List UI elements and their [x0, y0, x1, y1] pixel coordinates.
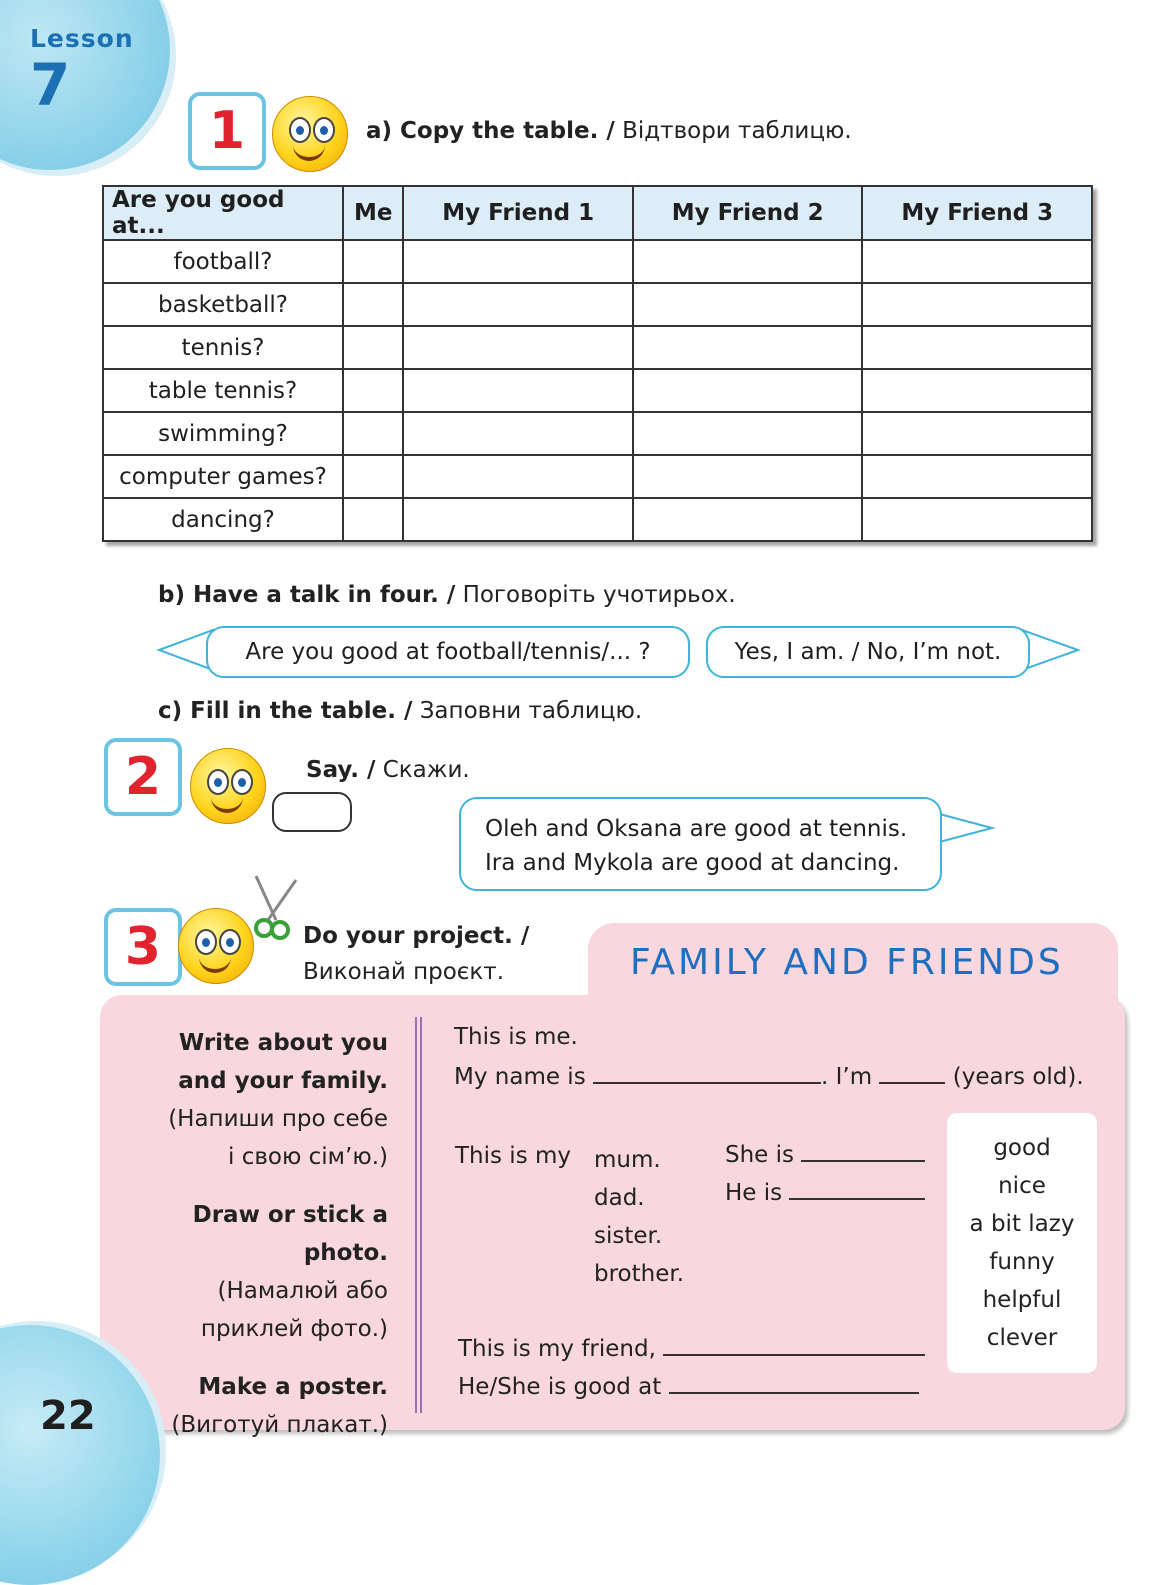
- she-blank[interactable]: [801, 1140, 925, 1162]
- table-cell[interactable]: [403, 369, 633, 412]
- step-text: Write about you: [178, 1030, 388, 1056]
- table-cell[interactable]: [403, 326, 633, 369]
- row-label: computer games?: [103, 455, 343, 498]
- table-row: [103, 498, 1092, 541]
- list-item: sister.: [594, 1223, 663, 1249]
- table-row: [103, 412, 1092, 455]
- task-2-instruction: Say. / Скажи.: [306, 757, 470, 783]
- table-header: My Friend 1: [403, 186, 633, 240]
- name-line: My name is . I’m (years old).: [454, 1064, 1084, 1090]
- table-header: Are you good at...: [103, 186, 343, 240]
- table-row: [103, 283, 1092, 326]
- table-cell[interactable]: [633, 283, 863, 326]
- project-title: FAMILY AND FRIENDS: [630, 942, 1064, 983]
- table-cell[interactable]: [633, 412, 863, 455]
- table-row: [103, 369, 1092, 412]
- question-bubble: Are you good at football/tennis/... ?: [206, 626, 690, 678]
- table-header: Me: [343, 186, 403, 240]
- task-1c-instruction: c) Fill in the table. / Заповни таблицю.: [158, 698, 643, 724]
- example-line: Ira and Mykola are good at dancing.: [485, 850, 900, 876]
- table-cell[interactable]: [633, 498, 863, 541]
- step-translation: (Виготуй плакат.): [171, 1412, 388, 1438]
- table-cell[interactable]: [633, 455, 863, 498]
- table-cell[interactable]: [862, 412, 1092, 455]
- page-number: 22: [40, 1393, 96, 1439]
- word-item: good: [993, 1135, 1051, 1161]
- table-cell[interactable]: [403, 412, 633, 455]
- good-at-line: He/She is good at: [458, 1372, 919, 1400]
- table-cell[interactable]: [403, 455, 633, 498]
- task-2-number: 2: [104, 738, 182, 816]
- she-is-line: She is: [725, 1140, 925, 1168]
- table-cell[interactable]: [343, 455, 403, 498]
- table-cell[interactable]: [403, 283, 633, 326]
- survey-table: [102, 185, 1093, 542]
- project-steps: [112, 1024, 388, 1444]
- row-label: basketball?: [103, 283, 343, 326]
- task-3-instruction: Do your project. / Виконай проєкт.: [303, 923, 530, 985]
- row-label: football?: [103, 240, 343, 283]
- table-cell[interactable]: [862, 455, 1092, 498]
- list-item: dad.: [594, 1185, 645, 1211]
- table-cell[interactable]: [633, 326, 863, 369]
- table-header: My Friend 2: [633, 186, 863, 240]
- family-members-list: [594, 1141, 684, 1293]
- he-blank[interactable]: [789, 1178, 925, 1200]
- friend-blank[interactable]: [663, 1334, 925, 1356]
- step-text: Draw or stick a photo.: [192, 1202, 388, 1266]
- table-cell[interactable]: [633, 240, 863, 283]
- task-1a-instruction: a) Copy the table. / Відтвори таблицю.: [366, 118, 852, 144]
- row-label: dancing?: [103, 498, 343, 541]
- age-blank[interactable]: [879, 1062, 945, 1084]
- smiley-icon: [190, 748, 266, 824]
- table-cell[interactable]: [343, 498, 403, 541]
- table-cell[interactable]: [862, 283, 1092, 326]
- table-row: [103, 240, 1092, 283]
- this-is-my-text: This is my: [455, 1143, 572, 1169]
- he-is-line: He is: [725, 1178, 925, 1206]
- step-text: Make a poster.: [198, 1374, 388, 1400]
- table-cell[interactable]: [343, 240, 403, 283]
- lesson-number: 7: [30, 51, 71, 119]
- row-label: table tennis?: [103, 369, 343, 412]
- step-translation: приклей фото.): [200, 1316, 388, 1342]
- task-1-number: 1: [188, 92, 266, 170]
- table-row: [103, 326, 1092, 369]
- list-item: brother.: [594, 1261, 685, 1287]
- table-cell[interactable]: [343, 369, 403, 412]
- speech-bubble-icon: [272, 792, 352, 832]
- scissors-icon: [246, 872, 302, 944]
- table-cell[interactable]: [403, 240, 633, 283]
- word-item: a bit lazy: [969, 1211, 1075, 1237]
- table-cell[interactable]: [862, 369, 1092, 412]
- name-blank[interactable]: [593, 1062, 821, 1084]
- word-item: funny: [989, 1249, 1055, 1275]
- step-translation: і свою сім’ю.): [228, 1144, 388, 1170]
- word-item: clever: [986, 1325, 1058, 1351]
- table-cell[interactable]: [862, 498, 1092, 541]
- table-header-row: [103, 186, 1092, 240]
- word-box: [947, 1113, 1097, 1373]
- word-item: helpful: [982, 1287, 1062, 1313]
- step-translation: (Напиши про себе: [168, 1106, 388, 1132]
- row-label: tennis?: [103, 326, 343, 369]
- answer-bubble: Yes, I am. / No, I’m not.: [706, 626, 1030, 678]
- table-cell[interactable]: [403, 498, 633, 541]
- step-text: and your family.: [178, 1068, 388, 1094]
- task-3-number: 3: [104, 908, 182, 986]
- good-at-blank[interactable]: [669, 1372, 919, 1394]
- task-1b-instruction: b) Have a talk in four. / Поговоріть учотирьох.: [158, 582, 736, 608]
- table-cell[interactable]: [862, 326, 1092, 369]
- friend-line: This is my friend,: [458, 1334, 925, 1362]
- table-header: My Friend 3: [862, 186, 1092, 240]
- row-label: swimming?: [103, 412, 343, 455]
- lesson-label: Lesson: [30, 24, 134, 53]
- table-cell[interactable]: [862, 240, 1092, 283]
- table-cell[interactable]: [633, 369, 863, 412]
- smiley-icon: [272, 96, 348, 172]
- word-item: nice: [998, 1173, 1046, 1199]
- smiley-icon: [178, 908, 254, 984]
- step-translation: (Намалюй або: [217, 1278, 388, 1304]
- this-is-me-text: This is me.: [454, 1024, 578, 1050]
- example-line: Oleh and Oksana are good at tennis.: [485, 816, 908, 842]
- table-cell[interactable]: [343, 326, 403, 369]
- panel-divider: [415, 1017, 422, 1413]
- example-bubble: [459, 797, 942, 891]
- table-cell[interactable]: [343, 412, 403, 455]
- list-item: mum.: [594, 1147, 661, 1173]
- table-row: [103, 455, 1092, 498]
- table-cell[interactable]: [343, 283, 403, 326]
